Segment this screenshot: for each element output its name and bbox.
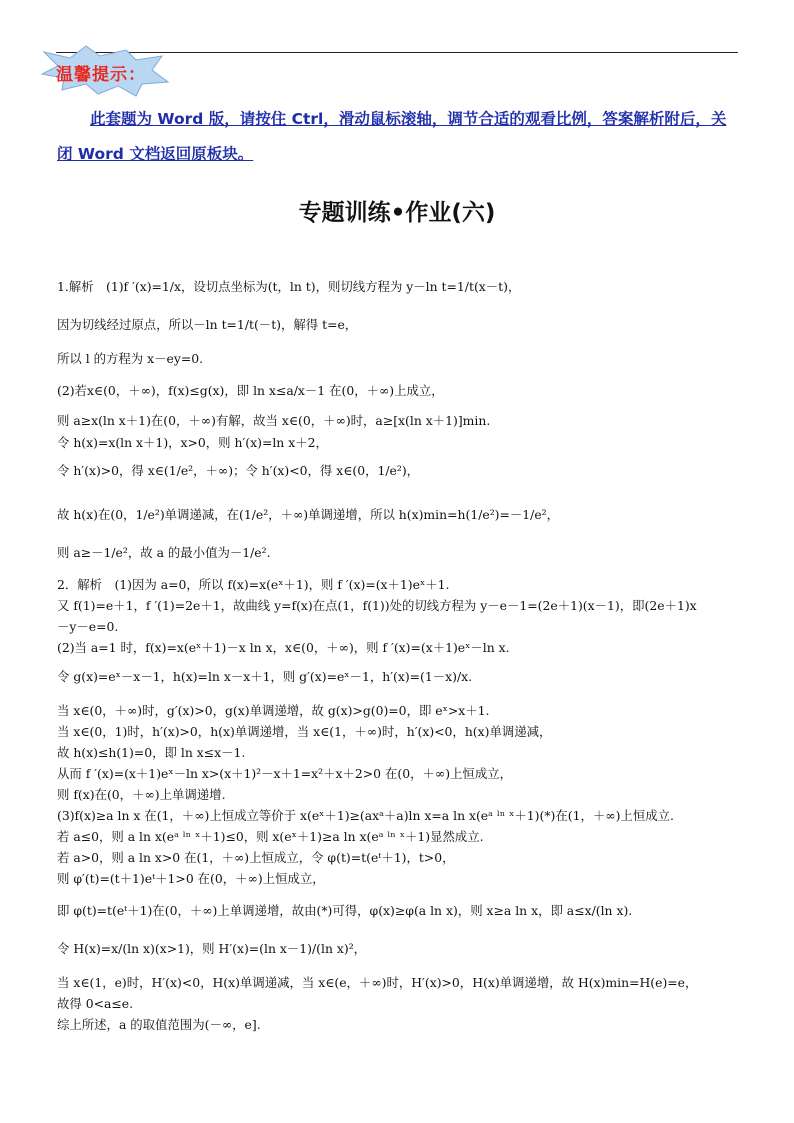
solution-line: 从而 f ′(x)=(x＋1)eˣ－ln x>(x＋1)²－x＋1=x²＋x＋2>0 在(0，＋∞)上恒成立，: [57, 766, 512, 781]
solution-line: 若 a≤0，则 a ln x(eᵃ ˡⁿ ˣ＋1)≤0，则 x(eˣ＋1)≥a ln x(eᵃ ˡⁿ ˣ＋1)显然成立.: [57, 829, 484, 844]
solution-line: 1.解析 (1)f ′(x)=1/x，设切点坐标为(t，ln t)，则切线方程为 y－ln t=1/t(x－t)，: [57, 279, 521, 294]
notice-badge-label: 温馨提示：: [56, 65, 146, 85]
solution-line: 因为切线经过原点，所以－ln t=1/t(－t)，解得 t=e，: [57, 317, 358, 332]
solution-line: 故 h(x)≤h(1)=0，即 ln x≤x－1.: [57, 745, 246, 760]
solution-line: 故 h(x)在(0，1/e²)单调递减，在(1/e²，＋∞)单调递增，所以 h(x)min=h(1/e²)=－1/e²，: [57, 507, 560, 522]
solution-line: 当 x∈(0，1)时，h′(x)>0，h(x)单调递增，当 x∈(1，＋∞)时，h′(x)<0，h(x)单调递减，: [57, 724, 552, 739]
solution-line: 则 φ′(t)=(t＋1)eᵗ＋1>0 在(0，＋∞)上恒成立，: [57, 871, 325, 886]
solution-line: 则 a≥－1/e²，故 a 的最小值为－1/e².: [57, 545, 271, 560]
solution-line: (2)若x∈(0，＋∞)，f(x)≤g(x)，即 ln x≤a/x－1 在(0，＋∞)上成立，: [57, 383, 444, 398]
solution-line: 所以 l 的方程为 x－ey=0.: [57, 351, 204, 366]
solution-line: (2)当 a=1 时，f(x)=x(eˣ＋1)－x ln x，x∈(0，＋∞)，则 f ′(x)=(x＋1)eˣ－ln x.: [57, 640, 510, 655]
solution-line: 则 a≥x(ln x＋1)在(0，＋∞)有解，故当 x∈(0，＋∞)时，a≥[x(ln x＋1)]min.: [57, 413, 491, 428]
notice-badge: [40, 44, 170, 98]
solution-line: 令 g(x)=eˣ－x－1，h(x)=ln x－x＋1，则 g′(x)=eˣ－1，h′(x)=(1－x)/x.: [57, 669, 473, 684]
solution-line: 则 f(x)在(0，＋∞)上单调递增.: [57, 787, 226, 802]
solution-line: 当 x∈(1，e)时，H′(x)<0，H(x)单调递减，当 x∈(e，＋∞)时，H′(x)>0，H(x)单调递增，故 H(x)min=H(e)=e，: [57, 975, 698, 990]
page-title: 专题训练•作业(六): [298, 200, 496, 226]
solution-line: (3)f(x)≥a ln x 在(1，＋∞)上恒成立等价于 x(eˣ＋1)≥(axᵃ＋a)ln x=a ln x(eᵃ ˡⁿ ˣ＋1)(*)在(1，＋∞)上恒成立.: [57, 808, 674, 823]
solution-line: 综上所述，a 的取值范围为(－∞，e].: [57, 1017, 261, 1032]
notice-text[interactable]: 此套题为 Word 版，请按住 Ctrl，滑动鼠标滚轴，调节合适的观看比例，答案解析附后，关闭 Word 文档返回原板块。: [57, 110, 727, 163]
solution-line: 若 a>0，则 a ln x>0 在(1，＋∞)上恒成立，令 φ(t)=t(eᵗ＋1)，t>0，: [57, 850, 455, 865]
solution-line: 令 h′(x)>0，得 x∈(1/e²，＋∞)；令 h′(x)<0，得 x∈(0，1/e²)，: [57, 463, 420, 478]
solution-line: 又 f(1)=e＋1，f ′(1)=2e＋1，故曲线 y=f(x)在点(1，f(1))处的切线方程为 y－e－1=(2e＋1)(x－1)，即(2e＋1)x: [57, 598, 697, 613]
solution-line: 令 H(x)=x/(ln x)(x>1)，则 H′(x)=(ln x－1)/(ln x)²，: [57, 941, 367, 956]
solution-line: 故得 0<a≤e.: [57, 996, 134, 1011]
solution-line: 2．解析 (1)因为 a=0，所以 f(x)=x(eˣ＋1)，则 f ′(x)=(x＋1)eˣ＋1.: [57, 577, 450, 592]
solution-line: －y－e=0.: [57, 619, 119, 634]
solution-line: 令 h(x)=x(ln x＋1)，x>0，则 h′(x)=ln x＋2，: [57, 435, 328, 450]
solution-line: 当 x∈(0，＋∞)时，g′(x)>0，g(x)单调递增，故 g(x)>g(0)=0，即 eˣ>x＋1.: [57, 703, 490, 718]
solution-line: 即 φ(t)=t(eᵗ＋1)在(0，＋∞)上单调递增，故由(*)可得，φ(x)≥φ(a ln x)，则 x≥a ln x，即 a≤x/(ln x).: [57, 903, 633, 918]
